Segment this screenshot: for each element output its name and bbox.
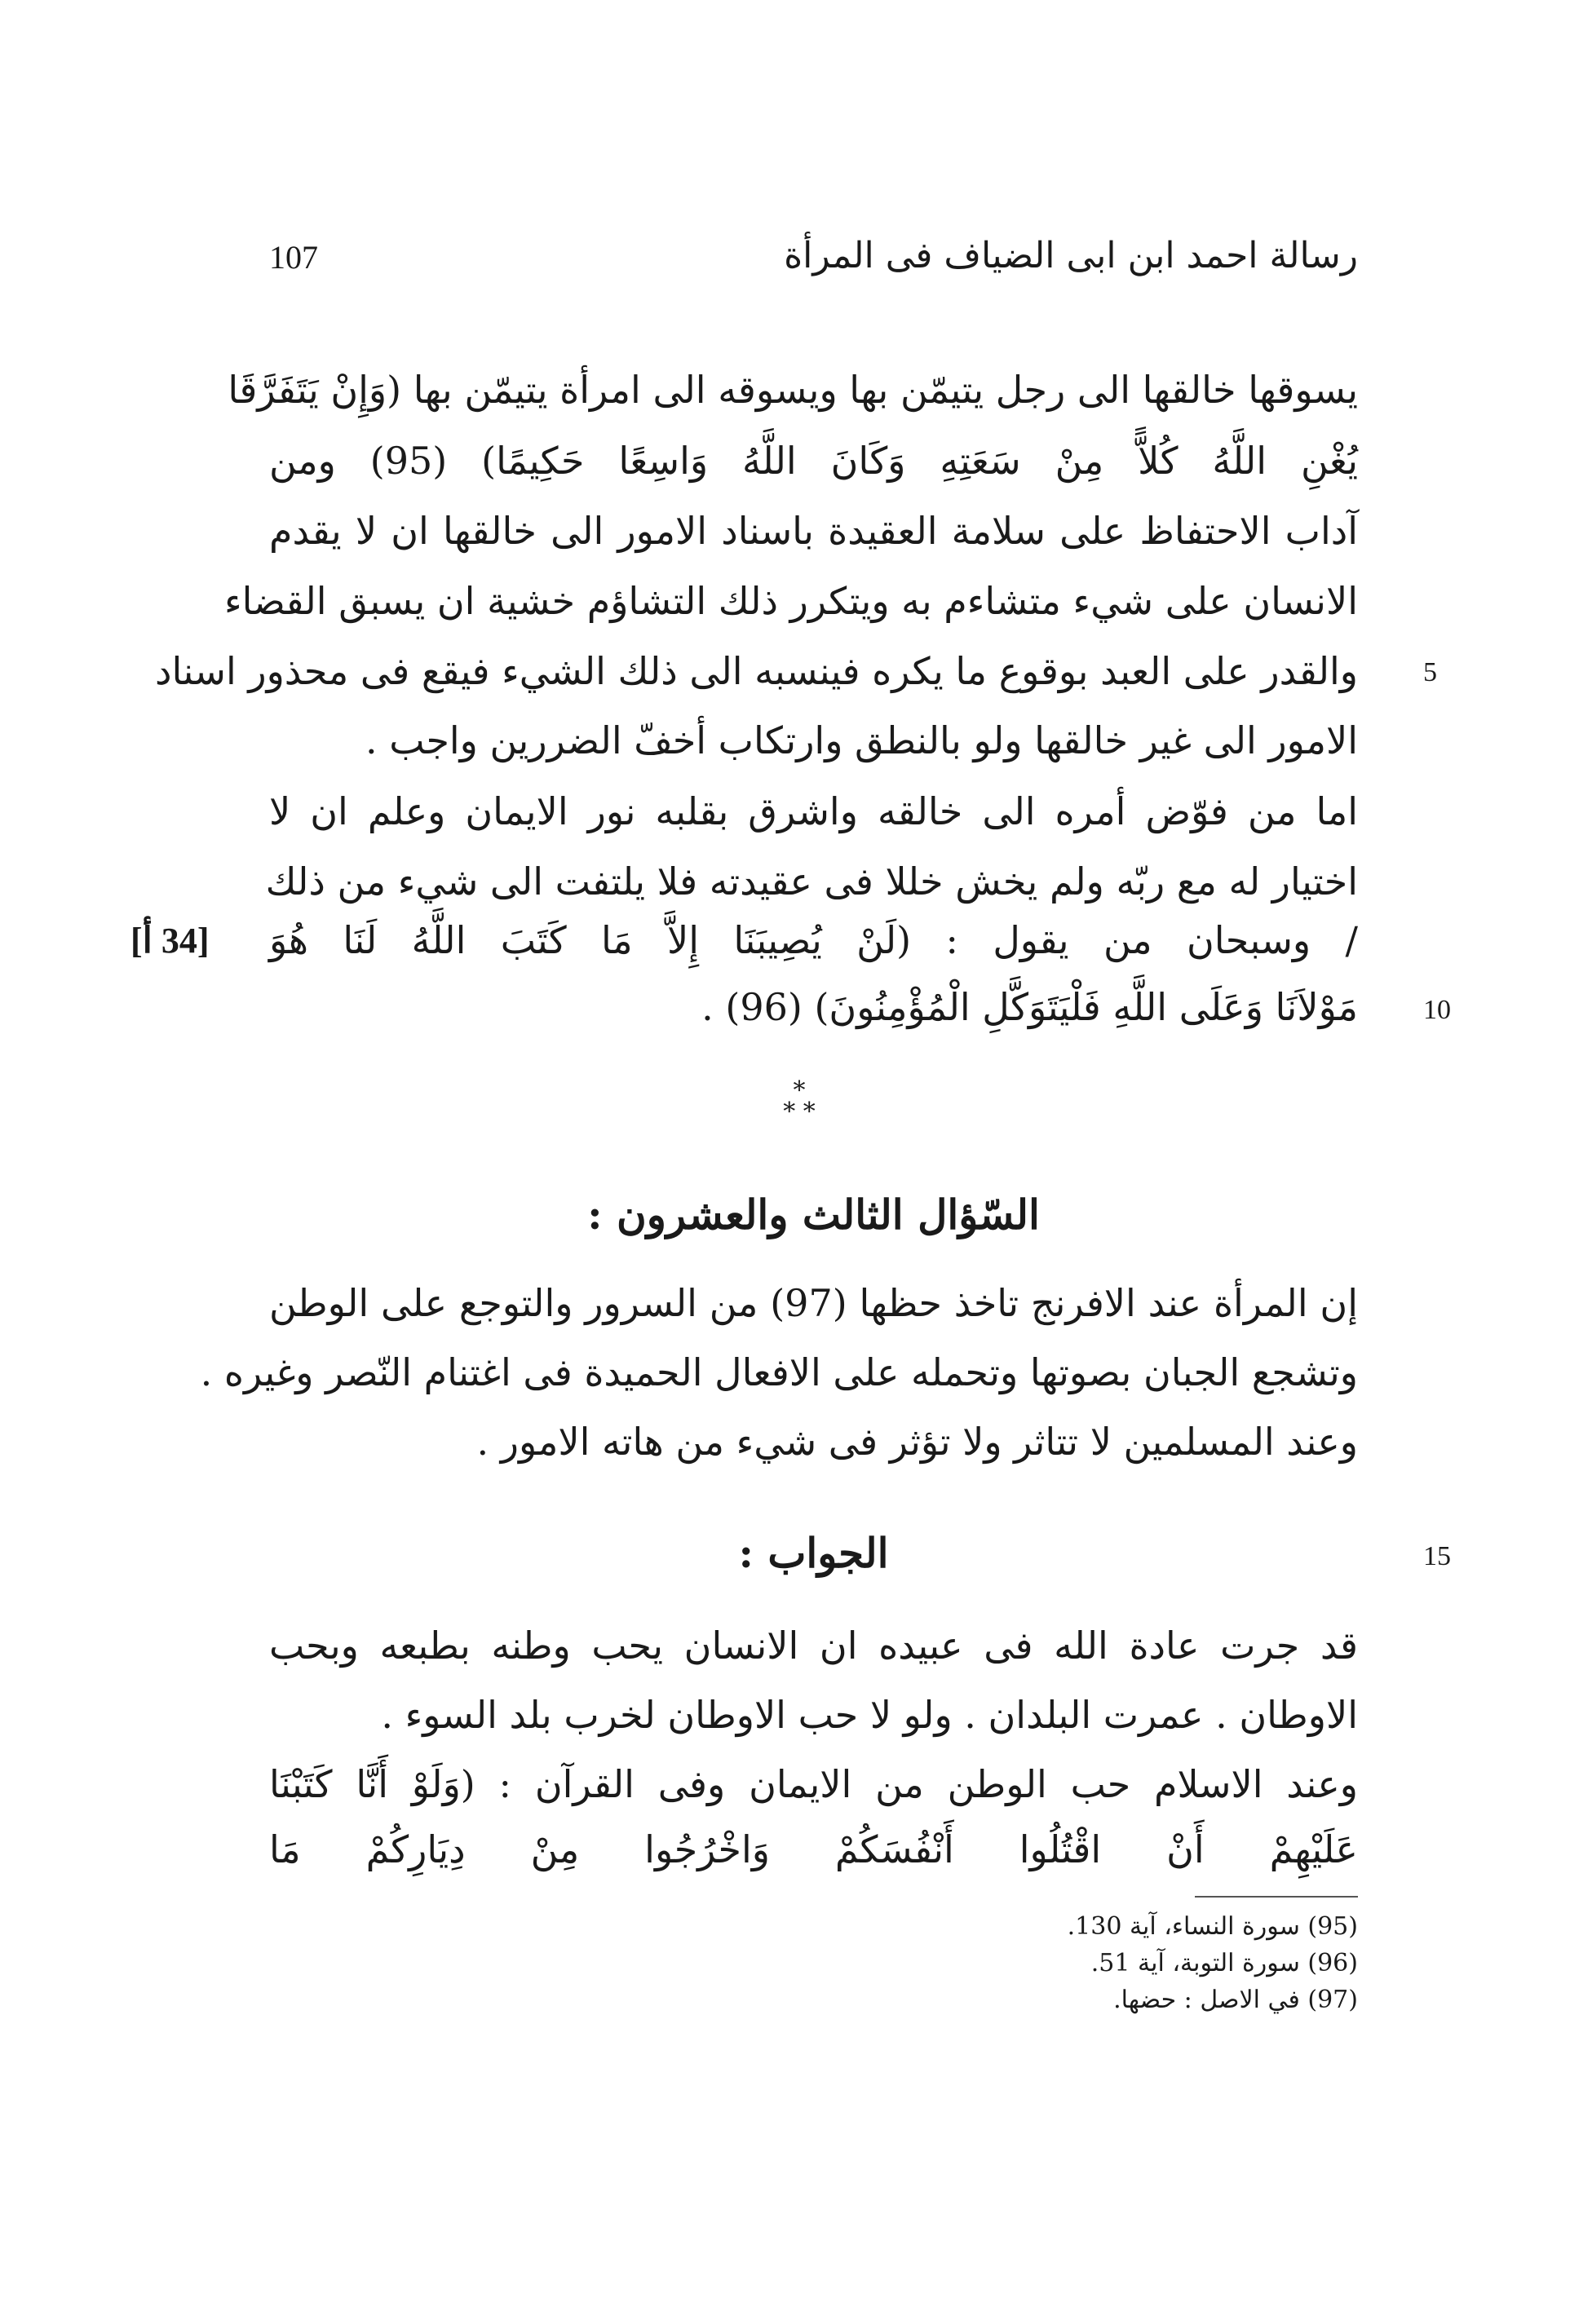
line-number: 15 xyxy=(1423,1541,1451,1571)
question-line: وعند المسلمين لا تتاثر ولا تؤثر فى شيء من هاته الامور . xyxy=(476,1420,1358,1464)
answer-line: عَلَيْهِمْ أَنْ اقْتُلُوا أَنْفُسَكُمْ وَاخْرُجُوا مِنْ دِيَارِكُمْ مَا xyxy=(269,1827,1358,1871)
line-number: 10 xyxy=(1423,995,1451,1025)
body-line: الانسان على شيء متشاءم به ويتكرر ذلك التشاؤم خشية ان يسبق القضاء xyxy=(223,579,1358,623)
body-line: مَوْلاَنَا وَعَلَى اللَّهِ فَلْيَتَوَكَّلِ الْمُؤْمِنُونَ) (96) . xyxy=(701,985,1358,1029)
question-line: إن المرأة عند الافرنج تاخذ حظها (97) من السرور والتوجع على الوطن xyxy=(269,1281,1358,1325)
body-line: / وسبحان من يقول : (لَنْ يُصِيبَنَا إِلاَّ مَا كَتَبَ اللَّهُ لَنَا هُوَ xyxy=(269,918,1358,962)
body-line: اما من فوّض أمره الى خالقه واشرق بقلبه نور الايمان وعلم ان لا xyxy=(269,789,1358,833)
footnote: (95) سورة النساء، آية 130. xyxy=(1067,1912,1358,1941)
body-line: يسوقها خالقها الى رجل يتيمّن بها ويسوقه الى امرأة يتيمّن بها (وَإِنْ يَتَفَرَّقَا xyxy=(228,368,1358,412)
answer-line: الاوطان . عمرت البلدان . ولو لا حب الاوطان لخرب بلد السوء . xyxy=(381,1693,1358,1737)
body-line: والقدر على العبد بوقوع ما يكره فينسبه الى ذلك الشيء فيقع فى محذور اسناد xyxy=(155,649,1358,693)
line-number: 5 xyxy=(1423,657,1437,687)
answer-heading: الجواب : xyxy=(738,1529,889,1577)
folio-marker: [34 أ] xyxy=(130,921,210,961)
footnote: (97) في الاصل : حضها. xyxy=(1113,1986,1358,2014)
running-title: رسالة احمد ابن ابى الضياف فى المرأة xyxy=(784,235,1358,276)
footnote-rule xyxy=(1195,1896,1358,1898)
body-line: الامور الى غير خالقها ولو بالنطق وارتكاب أخفّ الضررين واجب . xyxy=(365,718,1358,762)
footnote: (96) سورة التوبة، آية 51. xyxy=(1090,1949,1358,1977)
body-line: اختيار له مع ربّه ولم يخش خللا فى عقيدته فلا يلتفت الى شيء من ذلك xyxy=(265,859,1358,904)
question-line: وتشجع الجبان بصوتها وتحمله على الافعال الحميدة فى اغتنام النّصر وغيره . xyxy=(200,1350,1358,1394)
section-divider: * * * xyxy=(783,1076,816,1126)
page-number: 107 xyxy=(269,239,318,276)
body-line: آداب الاحتفاظ على سلامة العقيدة باسناد الامور الى خالقها ان لا يقدم xyxy=(269,509,1358,553)
body-line: يُغْنِ اللَّهُ كُلاًّ مِنْ سَعَتِهِ وَكَانَ اللَّهُ وَاسِعًا حَكِيمًا) (95) ومن xyxy=(269,439,1358,483)
answer-line: قد جرت عادة الله فى عبيده ان الانسان يحب وطنه بطبعه وبحب xyxy=(269,1624,1358,1668)
page-header xyxy=(269,235,1358,292)
answer-line: وعند الاسلام حب الوطن من الايمان وفى القرآن : (وَلَوْ أَنَّا كَتَبْنَا xyxy=(269,1762,1358,1806)
question-heading: السّؤال الثالث والعشرون : xyxy=(587,1191,1040,1239)
